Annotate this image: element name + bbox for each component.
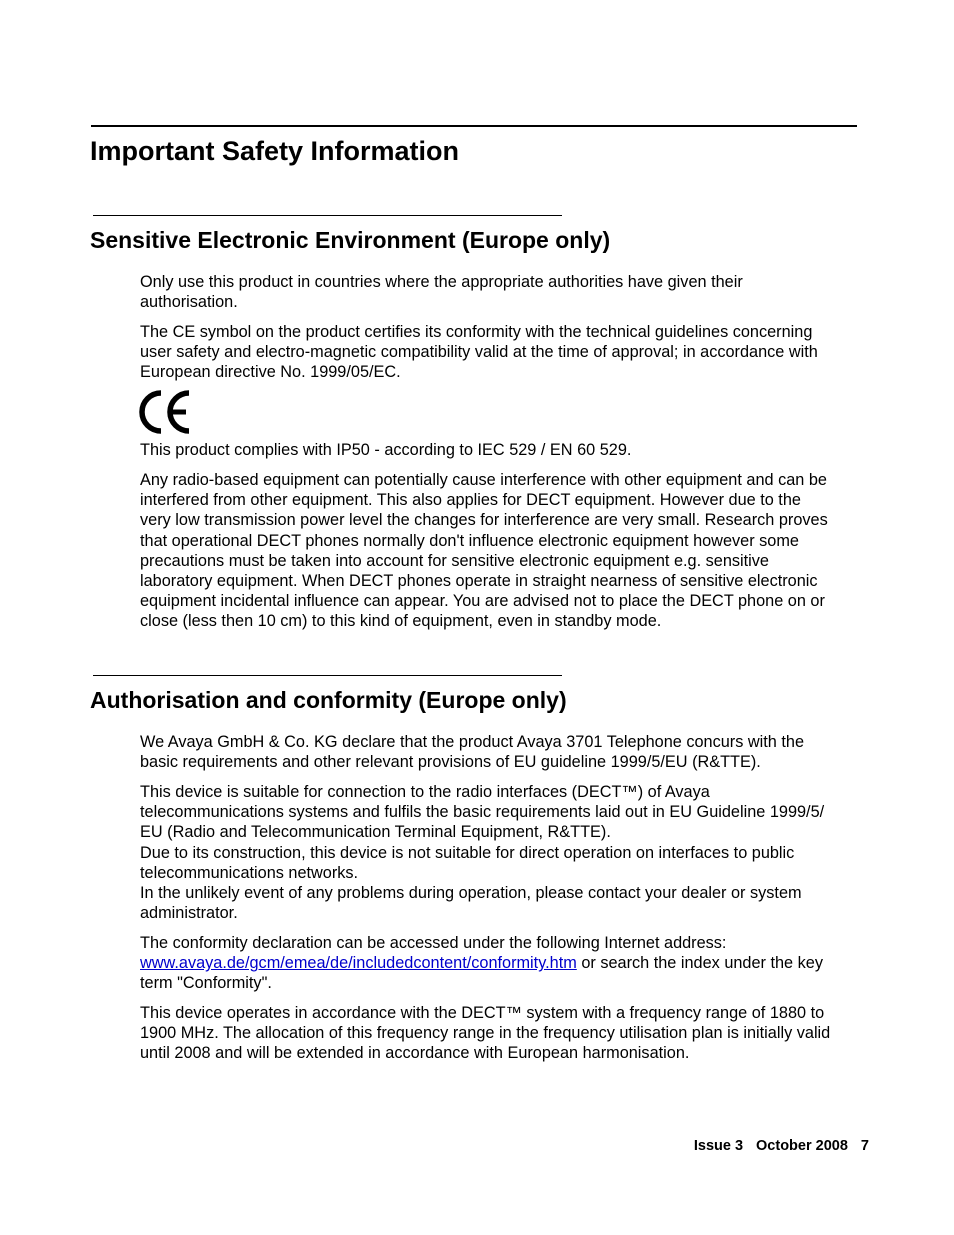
text-line: precautions must be taken into account for sensitive electronic equipment e.g. sensitive: [140, 551, 769, 570]
text-line: telecommunications networks.: [140, 863, 359, 882]
text-line: until 2008 and will be extended in accordance with European harmonisation.: [140, 1044, 690, 1063]
text-line: In the unlikely event of any problems during operation, please contact your dealer or system: [140, 884, 802, 903]
section-title-authorisation: Authorisation and conformity (Europe only): [90, 687, 567, 713]
text-line: Due to its construction, this device is not suitable for direct operation on interfaces to public: [140, 843, 795, 862]
text-line: equipment incidental influence can appear. You are advised not to place the DECT phone on or: [140, 592, 825, 611]
section-title-sensitive-environment: Sensitive Electronic Environment (Europe only): [90, 227, 611, 253]
text-line: European directive No. 1999/05/EC.: [140, 363, 401, 382]
text-line: Any radio-based equipment can potentially cause interference with other equipment and can be: [140, 471, 827, 489]
text-line: term "Conformity".: [140, 974, 272, 993]
text-line: This device is suitable for connection to the radio interfaces (DECT™) of Avaya: [140, 783, 710, 801]
text-line: user safety and electro-magnetic compatibility valid at the time of approval; in accordance with: [140, 343, 818, 362]
paragraph-frequency-range: [140, 1003, 864, 1064]
ce-mark-icon: [139, 389, 193, 435]
text-line: telecommunications systems and fulfils the basic requirements laid out in EU Guideline 1999/5/: [140, 803, 825, 822]
paragraph-authorised-countries: [140, 272, 864, 312]
paragraph-ce-symbol: [140, 322, 864, 383]
text-line: This product complies with IP50 - according to IEC 529 / EN 60 529.: [140, 441, 632, 459]
paragraph-radio-interference: [140, 470, 864, 632]
page-title: Important Safety Information: [90, 136, 460, 166]
text-line: or search the index under the key: [576, 954, 823, 973]
conformity-link[interactable]: www.avaya.de/gcm/emea/de/includedcontent/conformity.htm: [140, 954, 577, 973]
section-rule-sensitive-environment: [93, 215, 562, 216]
text-line: that operational DECT phones normally don't influence electronic equipment however some: [140, 531, 799, 550]
footer-page-number: 7: [860, 1138, 869, 1154]
text-line: Only use this product in countries where the appropriate authorities have given their: [140, 273, 743, 291]
chapter-top-rule: [91, 125, 857, 127]
text-line: very low transmission power level the changes for interference are very small. Research proves: [140, 511, 828, 530]
text-line: laboratory equipment. When DECT phones operate in straight nearness of sensitive electronic: [140, 572, 818, 591]
page-footer: [694, 1137, 869, 1155]
text-line: The conformity declaration can be accessed under the following Internet address:: [140, 934, 727, 952]
text-line: interfered from other equipment. This also applies for DECT equipment. However due to the: [140, 491, 801, 510]
footer-issue: Issue 3: [693, 1138, 744, 1154]
paragraph-ip50: [140, 440, 864, 460]
paragraph-declaration: [140, 732, 864, 772]
section-rule-authorisation: [93, 675, 562, 676]
text-line: close (less then 10 cm) to this kind of equipment, even in standby mode.: [140, 612, 662, 631]
paragraph-device-suitability: [140, 782, 864, 923]
text-line: EU (Radio and Telecommunication Terminal Equipment, R&TTE).: [140, 823, 611, 842]
text-line: We Avaya GmbH & Co. KG declare that the product Avaya 3701 Telephone concurs with the: [140, 733, 805, 751]
text-line: authorisation.: [140, 293, 238, 312]
footer-date: October 2008: [756, 1138, 848, 1154]
text-line: The CE symbol on the product certifies its conformity with the technical guidelines concerning: [140, 323, 813, 341]
text-line: administrator.: [140, 904, 238, 923]
paragraph-conformity-declaration: [140, 933, 864, 994]
text-line: This device operates in accordance with the DECT™ system with a frequency range of 1880 to: [140, 1004, 825, 1022]
text-line: basic requirements and other relevant provisions of EU guideline 1999/5/EU (R&TTE).: [140, 753, 761, 772]
text-line: 1900 MHz. The allocation of this frequency range in the frequency utilisation plan is initially valid: [140, 1024, 831, 1043]
